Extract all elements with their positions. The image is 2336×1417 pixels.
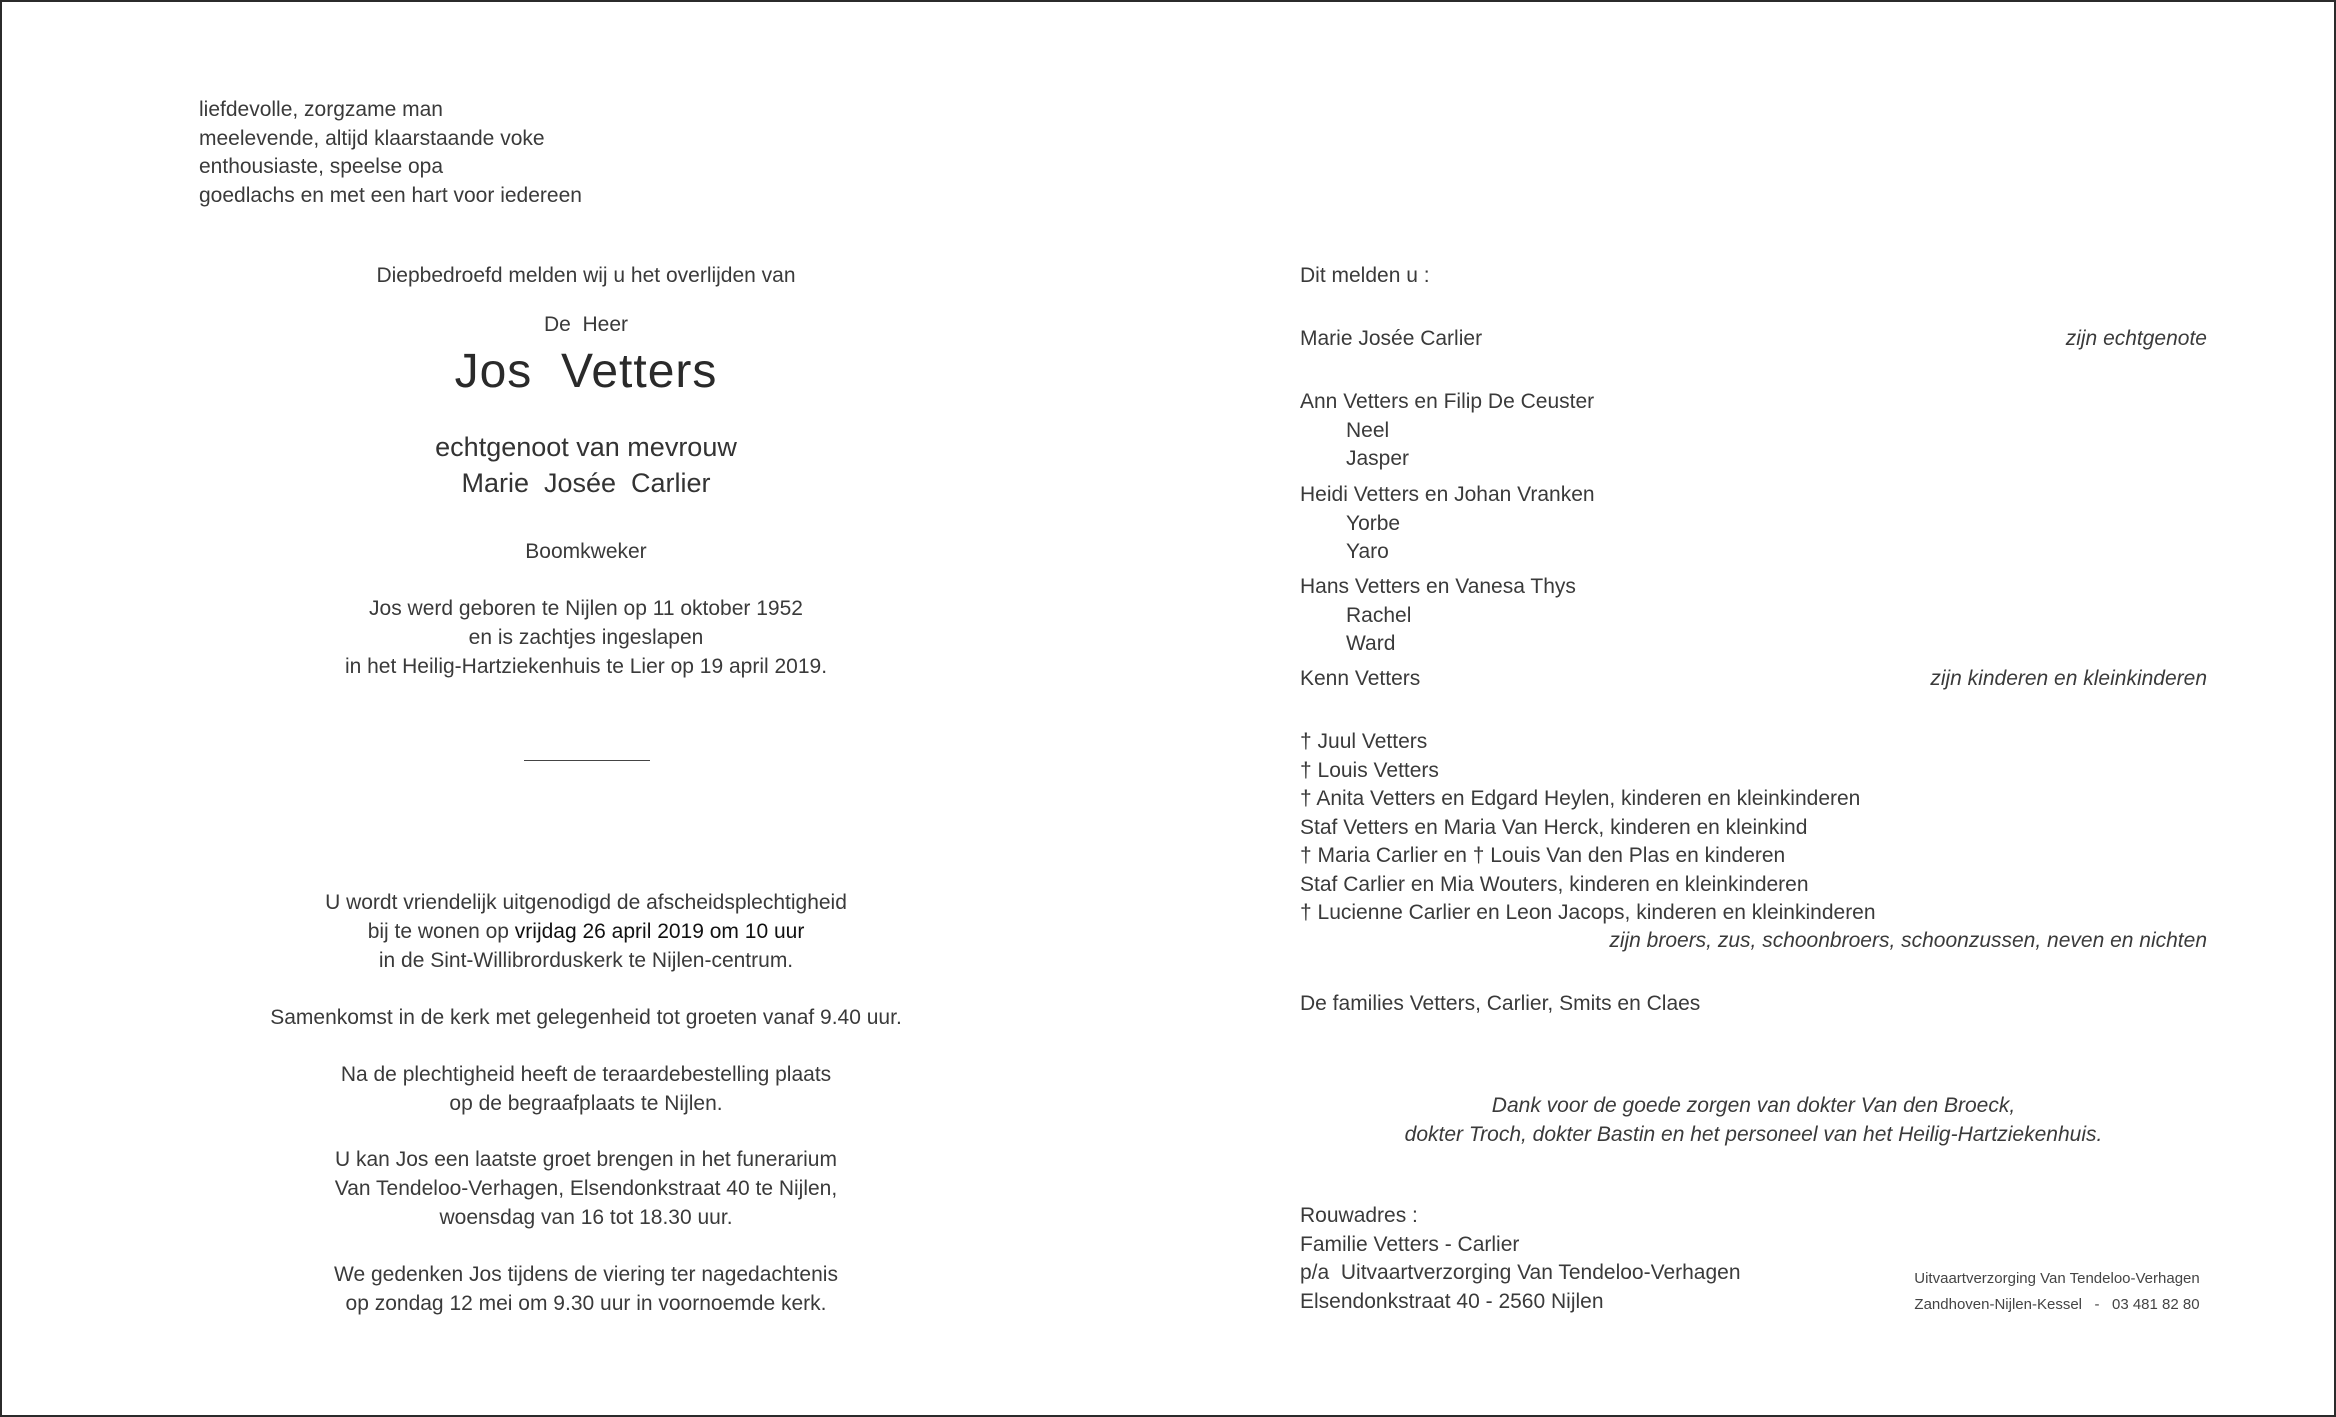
spouse-role: zijn echtgenote [2065, 327, 2207, 350]
child-family-2 [1300, 481, 1595, 567]
child-parents: Ann Vetters en Filip De Ceuster [1300, 390, 1595, 413]
siblings-role-row [1300, 927, 2207, 955]
sibling-entry: † Anita Vetters en Edgard Heylen, kinderen en kleinkinderen [1300, 787, 1861, 810]
thanks-line: dokter Troch, dokter Bastin en het personeel van het Heilig-Hartziekenhuis. [1404, 1123, 2103, 1146]
birth-death-details [2, 595, 1170, 682]
opening-line: meelevende, altijd klaarstaande voke [199, 126, 545, 150]
burial-line: Na de plechtigheid heeft de teraardebestelling plaats [340, 1063, 832, 1086]
funeral-home-details: Zandhoven-Nijlen-Kessel - 03 481 82 80 [1914, 1296, 2200, 1313]
ceremony-date: vrijdag 26 april 2019 om 10 uur [514, 920, 805, 943]
burial-info [2, 1061, 1170, 1119]
announcement-intro: Diepbedroefd melden wij u het overlijden van [376, 264, 796, 287]
siblings-list [1300, 728, 1876, 928]
last-child: Kenn Vetters [1300, 667, 1421, 690]
ceremony-invitation [2, 889, 1170, 976]
sibling-entry: † Lucienne Carlier en Leon Jacops, kinderen en kleinkinderen [1300, 901, 1876, 924]
sibling-entry: Staf Carlier en Mia Wouters, kinderen en kleinkinderen [1300, 872, 1809, 896]
child-parents: Heidi Vetters en Johan Vranken [1300, 483, 1595, 506]
place-line: in het Heilig-Hartziekenhuis te Lier op 19 april 2019. [344, 655, 828, 678]
sibling-entry: † Louis Vetters [1300, 758, 1439, 782]
sibling-entry: Staf Vetters en Maria Van Herck, kinderen en kleinkind [1300, 815, 1808, 839]
birth-line: Jos werd geboren te Nijlen op 11 oktober 1952 [369, 597, 803, 620]
funeral-home-name: Uitvaartverzorging Van Tendeloo-Verhagen [1914, 1270, 2200, 1287]
children-role: zijn kinderen en kleinkinderen [1930, 667, 2207, 690]
spouse-intro: echtgenoot van mevrouw [435, 432, 737, 462]
gathering-info: Samenkomst in de kerk met gelegenheid tot groeten vanaf 9.40 uur. [270, 1006, 902, 1029]
grandchild: Yorbe [1346, 511, 1401, 535]
thanks-line: Dank voor de goede zorgen van dokter Van den Broeck, [1491, 1094, 2016, 1117]
families-line: De families Vetters, Carlier, Smits en Claes [1300, 992, 1701, 1015]
sibling-entry: † Maria Carlier en † Louis Van den Plas en kinderen [1300, 844, 1786, 867]
address-line: Familie Vetters - Carlier [1300, 1232, 1520, 1256]
remembrance-info [2, 1261, 1170, 1319]
opening-line: liefdevolle, zorgzame man [199, 98, 443, 121]
child-parents: Hans Vetters en Vanesa Thys [1300, 575, 1576, 598]
funerarium-line: woensdag van 16 tot 18.30 uur. [439, 1206, 733, 1229]
remembrance-line: We gedenken Jos tijdens de viering ter nagedachtenis [334, 1263, 838, 1286]
deceased-name: Jos Vetters [454, 345, 718, 398]
spouse-entry: Marie Josée Carlier [1300, 327, 1483, 350]
address-label: Rouwadres : [1300, 1204, 1418, 1227]
grandchild: Jasper [1346, 447, 1410, 470]
opening-line: enthousiaste, speelse opa [199, 155, 444, 178]
address-line: Elsendonkstraat 40 - 2560 Nijlen [1300, 1289, 1604, 1313]
address-line: p/a Uitvaartverzorging Van Tendeloo-Verhagen [1300, 1261, 1741, 1284]
grandchild: Yaro [1346, 540, 1389, 563]
invite-date-line [2, 918, 1170, 947]
grandchild: Ward [1346, 632, 1396, 655]
passing-line: en is zachtjes ingeslapen [468, 626, 704, 649]
funerarium-line: U kan Jos een laatste groet brengen in het funerarium [335, 1148, 837, 1171]
funerarium-info [2, 1146, 1170, 1233]
opening-lines [199, 96, 582, 210]
grandchild: Neel [1346, 418, 1390, 442]
grandchild: Rachel [1346, 603, 1412, 627]
burial-line: op de begraafplaats te Nijlen. [449, 1092, 723, 1115]
invite-line: U wordt vriendelijk uitgenodigd de afscheidsplechtigheid [325, 891, 847, 914]
family-intro: Dit melden u : [1300, 264, 1430, 287]
thanks-note [1300, 1092, 2207, 1150]
child-family-3 [1300, 573, 1576, 659]
sibling-entry: † Juul Vetters [1300, 730, 1428, 753]
funerarium-line: Van Tendeloo-Verhagen, Elsendonkstraat 40 te Nijlen, [334, 1177, 838, 1200]
child-family-1 [1300, 388, 1594, 474]
last-child-row [1300, 665, 2207, 693]
funeral-home-credit [1907, 1267, 2207, 1319]
spouse-row [1300, 325, 2207, 353]
mourning-address [1300, 1202, 1741, 1316]
invite-prefix: bij te wonen op [367, 920, 515, 943]
opening-line: goedlachs en met een hart voor iedereen [199, 183, 582, 207]
spouse-name: Marie Josée Carlier [461, 468, 711, 498]
remembrance-line: op zondag 12 mei om 9.30 uur in voornoemde kerk. [345, 1292, 827, 1315]
invite-location-line: in de Sint-Willibrorduskerk te Nijlen-centrum. [378, 949, 794, 972]
siblings-role: zijn broers, zus, schoonbroers, schoonzussen, neven en nichten [1609, 929, 2207, 952]
divider-line [524, 760, 650, 761]
profession: Boomkweker [525, 540, 647, 563]
honorific: De Heer [543, 313, 629, 336]
